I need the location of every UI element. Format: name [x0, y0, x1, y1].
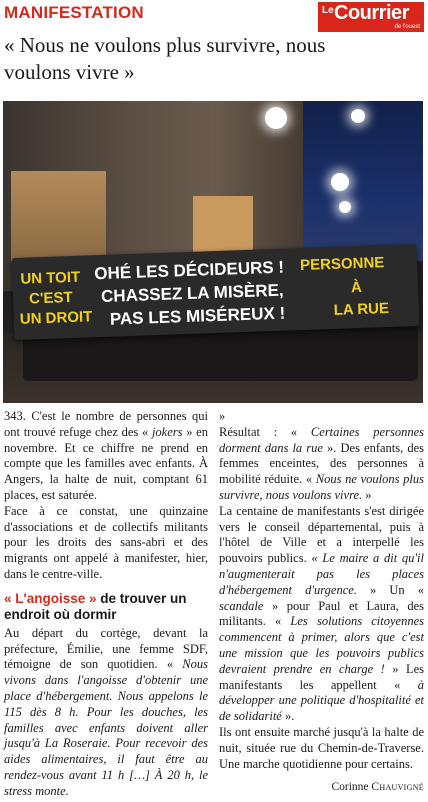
text: Résultat : « — [219, 424, 298, 439]
banner-text: C'EST — [28, 288, 73, 308]
quote: Les solutions citoyennes commencent à primer, alors que c'est une mission que les pouvoirs publics devraient prendre en charge ! — [219, 614, 425, 676]
paragraph — [4, 409, 208, 504]
newspaper-logo — [318, 2, 424, 32]
text: La centaine de manifestants s'est dirigée vers le conseil départemental, puis à l'hôtel de Ville et a interpellé les pouvoirs publics. « — [219, 503, 424, 566]
subheading-text: de trouver un endroit où dormir — [4, 590, 187, 622]
banner-text: PERSONNE — [299, 254, 385, 275]
text: ». Des enfants, des femmes enceintes, des personnes à mobilité réduite. « — [219, 440, 424, 487]
banner-text: PAS LES MISÉREUX ! — [109, 303, 286, 329]
text: » — [362, 487, 372, 502]
subheading-quote: « L'angoisse » — [4, 590, 97, 606]
paragraph — [4, 626, 208, 800]
street-light — [339, 201, 351, 213]
protest-banner — [12, 244, 420, 340]
paragraph: Face à ce constat, une quinzaine d'associations et de collectifs militants pour les droits des sans-abri et des migrants ont appelé à manifester, hier, dans le centre-ville. — [4, 503, 208, 581]
emphasis: jokers — [151, 424, 183, 439]
headline: « Nous ne voulons plus survivre, nous voulons vivre » — [4, 33, 326, 84]
street-light — [331, 173, 349, 191]
quote: Certaines personnes dorment dans la rue — [219, 424, 424, 455]
night-sky — [303, 101, 423, 261]
paragraph — [219, 504, 424, 725]
banner-text: LA RUE — [333, 299, 390, 319]
section-rubric: MANIFESTATION — [4, 3, 144, 22]
logo-le: Le — [322, 5, 334, 16]
banner-text: CHASSEZ LA MISÈRE, — [100, 280, 284, 306]
shop-window — [11, 171, 106, 261]
author-signature — [219, 780, 424, 796]
banner-text: À — [350, 278, 363, 297]
quote: scandale — [219, 598, 264, 613]
author-first: Corinne — [331, 781, 369, 794]
street-light — [351, 109, 365, 123]
logo-name: Courrier — [334, 2, 409, 24]
article-header — [0, 0, 428, 100]
author-last: Chauvigné — [371, 781, 424, 794]
text: ». — [281, 709, 295, 724]
article-column-left — [4, 409, 208, 800]
subheading — [4, 591, 208, 623]
quote: Nous ne voulons plus survivre, nous voulons vivre. — [219, 472, 424, 502]
quote: à développer une politique d'hospitalité et de solidarité — [219, 677, 424, 724]
quote: Nous vivons dans l'angoisse d'obtenir une place d'hébergement. Nous appelons le 115 dès 8 h. Pour les douches, les familles avec enfants doivent aller jusqu'à La Roseraie. Pour recevoir des aides alimentaires, il faut être au rendez-vous avant 11 h […] À 20 h, le stress monte. — [4, 657, 208, 798]
paragraph — [219, 409, 424, 425]
text: » Les manifestants les appellent « — [219, 661, 424, 692]
article-column-right — [219, 409, 424, 796]
shop-window — [193, 196, 253, 256]
text: Au départ du cortège, devant la préfecture, Émilie, une femme SDF, témoigne de son quotidien. « — [4, 625, 208, 672]
text: » Un « — [356, 582, 424, 597]
paragraph — [219, 425, 424, 504]
banner-text: UN DROIT — [19, 308, 93, 328]
street-light — [265, 107, 287, 129]
banner-text: UN TOIT — [20, 268, 81, 288]
text: » — [219, 409, 226, 423]
logo-tagline: de l'ouest — [394, 24, 420, 30]
text: » en novembre. Et ce chiffre ne prend en compte que les familles avec enfants. À Angers, la halte de nuit, comptant 61 places, est saturée. — [4, 424, 208, 502]
quote: Le maire a dit qu'il n'augmenterait pas les places d'hébergement d'urgence. — [219, 551, 425, 597]
text: 343. C'est le nombre de personnes qui ont trouvé refuge chez des « — [4, 409, 208, 439]
banner-text: OHÉ LES DÉCIDEURS ! — [93, 257, 285, 284]
text: » pour Paul et Laura, des militants. « — [219, 598, 424, 629]
protest-photo — [3, 101, 423, 403]
paragraph: Ils ont ensuite marché jusqu'à la halte de nuit, située rue du Chemin-de-Traverse. Une marche quotidienne pour certains. — [219, 724, 424, 771]
